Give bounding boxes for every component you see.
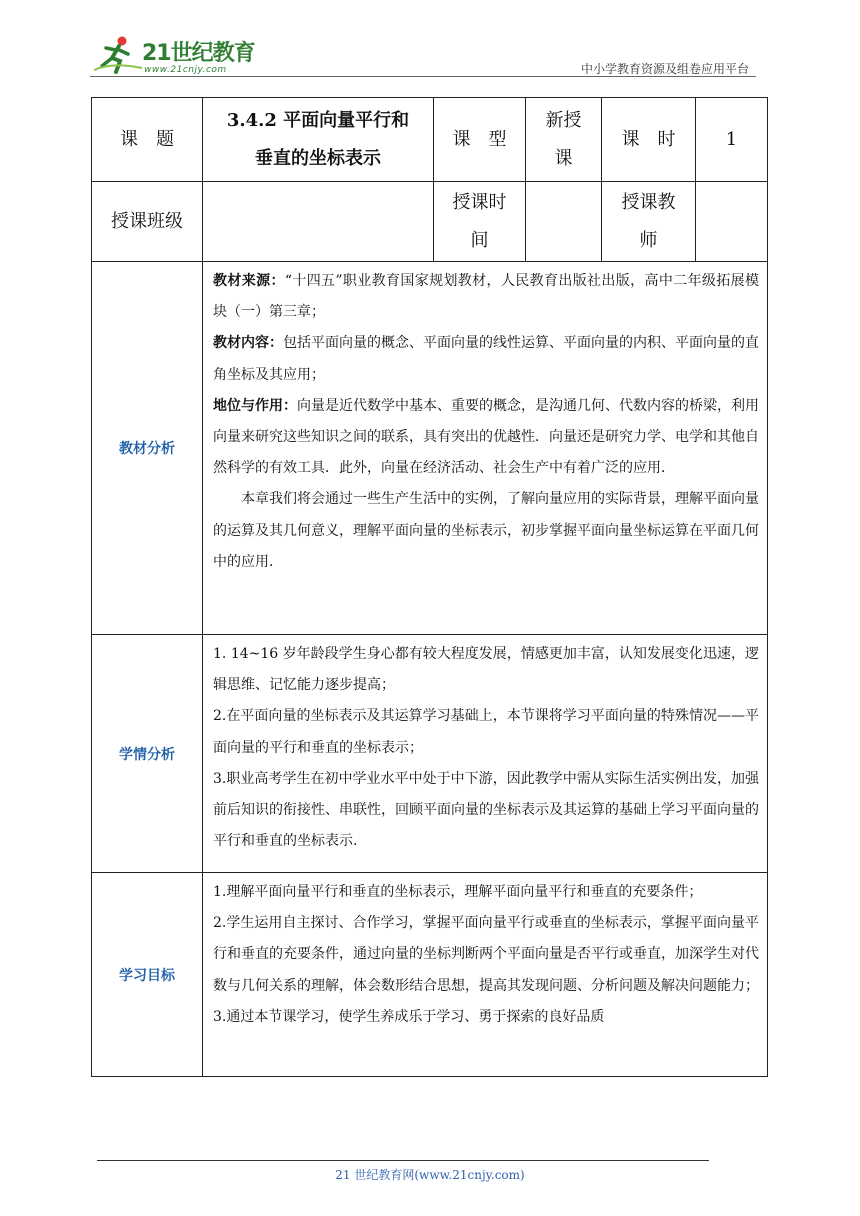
table-row-textbook [92, 262, 768, 635]
textbook-source-text: “十四五”职业教育国家规划教材，人民教育出版社出版，高中二年级拓展模块（一）第三章； [213, 273, 760, 321]
teacher-label [602, 182, 696, 262]
header-divider [90, 76, 756, 77]
textbook-role-key: 地位与作用： [213, 397, 297, 414]
textbook-chapter-text: 本章我们将会通过一些生产生活中的实例，了解向量应用的实际背景，理解平面向量的运算及其几何意义，理解平面向量的坐标表示，初步掌握平面向量坐标运算在平面几何中的应用． [213, 491, 759, 570]
topic-label: 课 题 [92, 98, 203, 182]
textbook-source-key: 教材来源： [213, 273, 285, 289]
table-row-class [92, 182, 768, 262]
student-item: 2.在平面向量的坐标表示及其运算学习基础上，本节课将学习平面向量的特殊情况——平面向量的平行和垂直的坐标表示； [213, 708, 759, 756]
textbook-role [213, 391, 759, 485]
table-row-students [92, 635, 768, 873]
textbook-content-key: 教材内容： [213, 335, 283, 352]
textbook-source [213, 266, 759, 328]
learning-goals-content [203, 873, 768, 1077]
footer-divider [97, 1160, 709, 1161]
table-row-goals [92, 873, 768, 1077]
learning-goals-label: 学习目标 [92, 873, 203, 1077]
student-analysis-label: 学情分析 [92, 635, 203, 873]
textbook-analysis-content [203, 262, 768, 635]
runner-logo-icon [92, 34, 144, 76]
goal-item: 3.通过本节课学习，使学生养成乐于学习、勇于探索的良好品质 [213, 1008, 605, 1025]
student-item: 1. 14~16 岁年龄段学生身心都有较大程度发展，情感更加丰富，认知发展变化迅速，逻辑思维、记忆能力逐步提高； [213, 646, 759, 694]
logo-text [142, 36, 255, 75]
hours-label: 课 时 [602, 98, 696, 182]
student-analysis-content [203, 635, 768, 873]
student-item: 3.职业高考学生在初中学业水平中处于中下游，因此教学中需从实际生活实例出发，加强前后知识的衔接性、串联性，回顾平面向量的坐标表示及其运算的基础上学习平面向量的平行和垂直的坐标表示. [213, 770, 759, 850]
type-value-line1: 新授 [545, 109, 582, 131]
table-row-topic [92, 98, 768, 182]
textbook-content [213, 328, 759, 390]
hours-value: 1 [696, 98, 768, 182]
site-logo[interactable] [92, 34, 255, 76]
class-label: 授课班级 [92, 182, 203, 262]
time-label-line2: 间 [470, 229, 489, 251]
type-value-line2: 课 [554, 147, 573, 169]
goal-item: 1.理解平面向量平行和垂直的坐标表示，理解平面向量平行和垂直的充要条件； [213, 884, 703, 900]
time-label [434, 182, 526, 262]
platform-title: 中小学教育资源及组卷应用平台 [580, 62, 749, 76]
time-value[interactable] [526, 182, 602, 262]
time-label-line1: 授课时 [452, 191, 507, 213]
logo-url-text: www.21cnjy.com [144, 65, 227, 75]
logo-main-text: 21世纪教育 [142, 41, 255, 66]
textbook-content-text: 包括平面向量的概念、平面向量的线性运算、平面向量的内积、平面向量的直角坐标及其应用； [213, 335, 759, 383]
lesson-plan-table [91, 97, 768, 1077]
goal-item: 2.学生运用自主探讨、合作学习，掌握平面向量平行或垂直的坐标表示，掌握平面向量平行和垂直的充要条件，通过向量的坐标判断两个平面向量是否平行或垂直，加深学生对代数与几何关系的理解，体会数形结合思想，提高其发现问题、分析问题及解决问题能力； [213, 915, 759, 994]
teacher-label-line1: 授课教 [621, 191, 676, 213]
type-label: 课 型 [434, 98, 526, 182]
textbook-analysis-label: 教材分析 [92, 262, 203, 635]
footer-link[interactable]: 21 世纪教育网(www.21cnjy.com) [335, 1168, 525, 1182]
teacher-value[interactable] [696, 182, 768, 262]
type-value [526, 98, 602, 182]
teacher-label-line2: 师 [639, 229, 658, 251]
class-value[interactable] [203, 182, 434, 262]
textbook-role-text: 向量是近代数学中基本、重要的概念，是沟通几何、代数内容的桥梁，利用向量来研究这些知识之间的联系，具有突出的优越性．向量还是研究力学、电学和其他自然科学的有效工具．此外，向量在经济活动、社会生产中有着广泛的应用． [213, 397, 759, 477]
topic-value [203, 98, 434, 182]
page-header [92, 30, 757, 80]
topic-value-line1: 3.4.2 平面向量平行和 [226, 109, 410, 131]
topic-value-line2: 垂直的坐标表示 [255, 147, 381, 169]
